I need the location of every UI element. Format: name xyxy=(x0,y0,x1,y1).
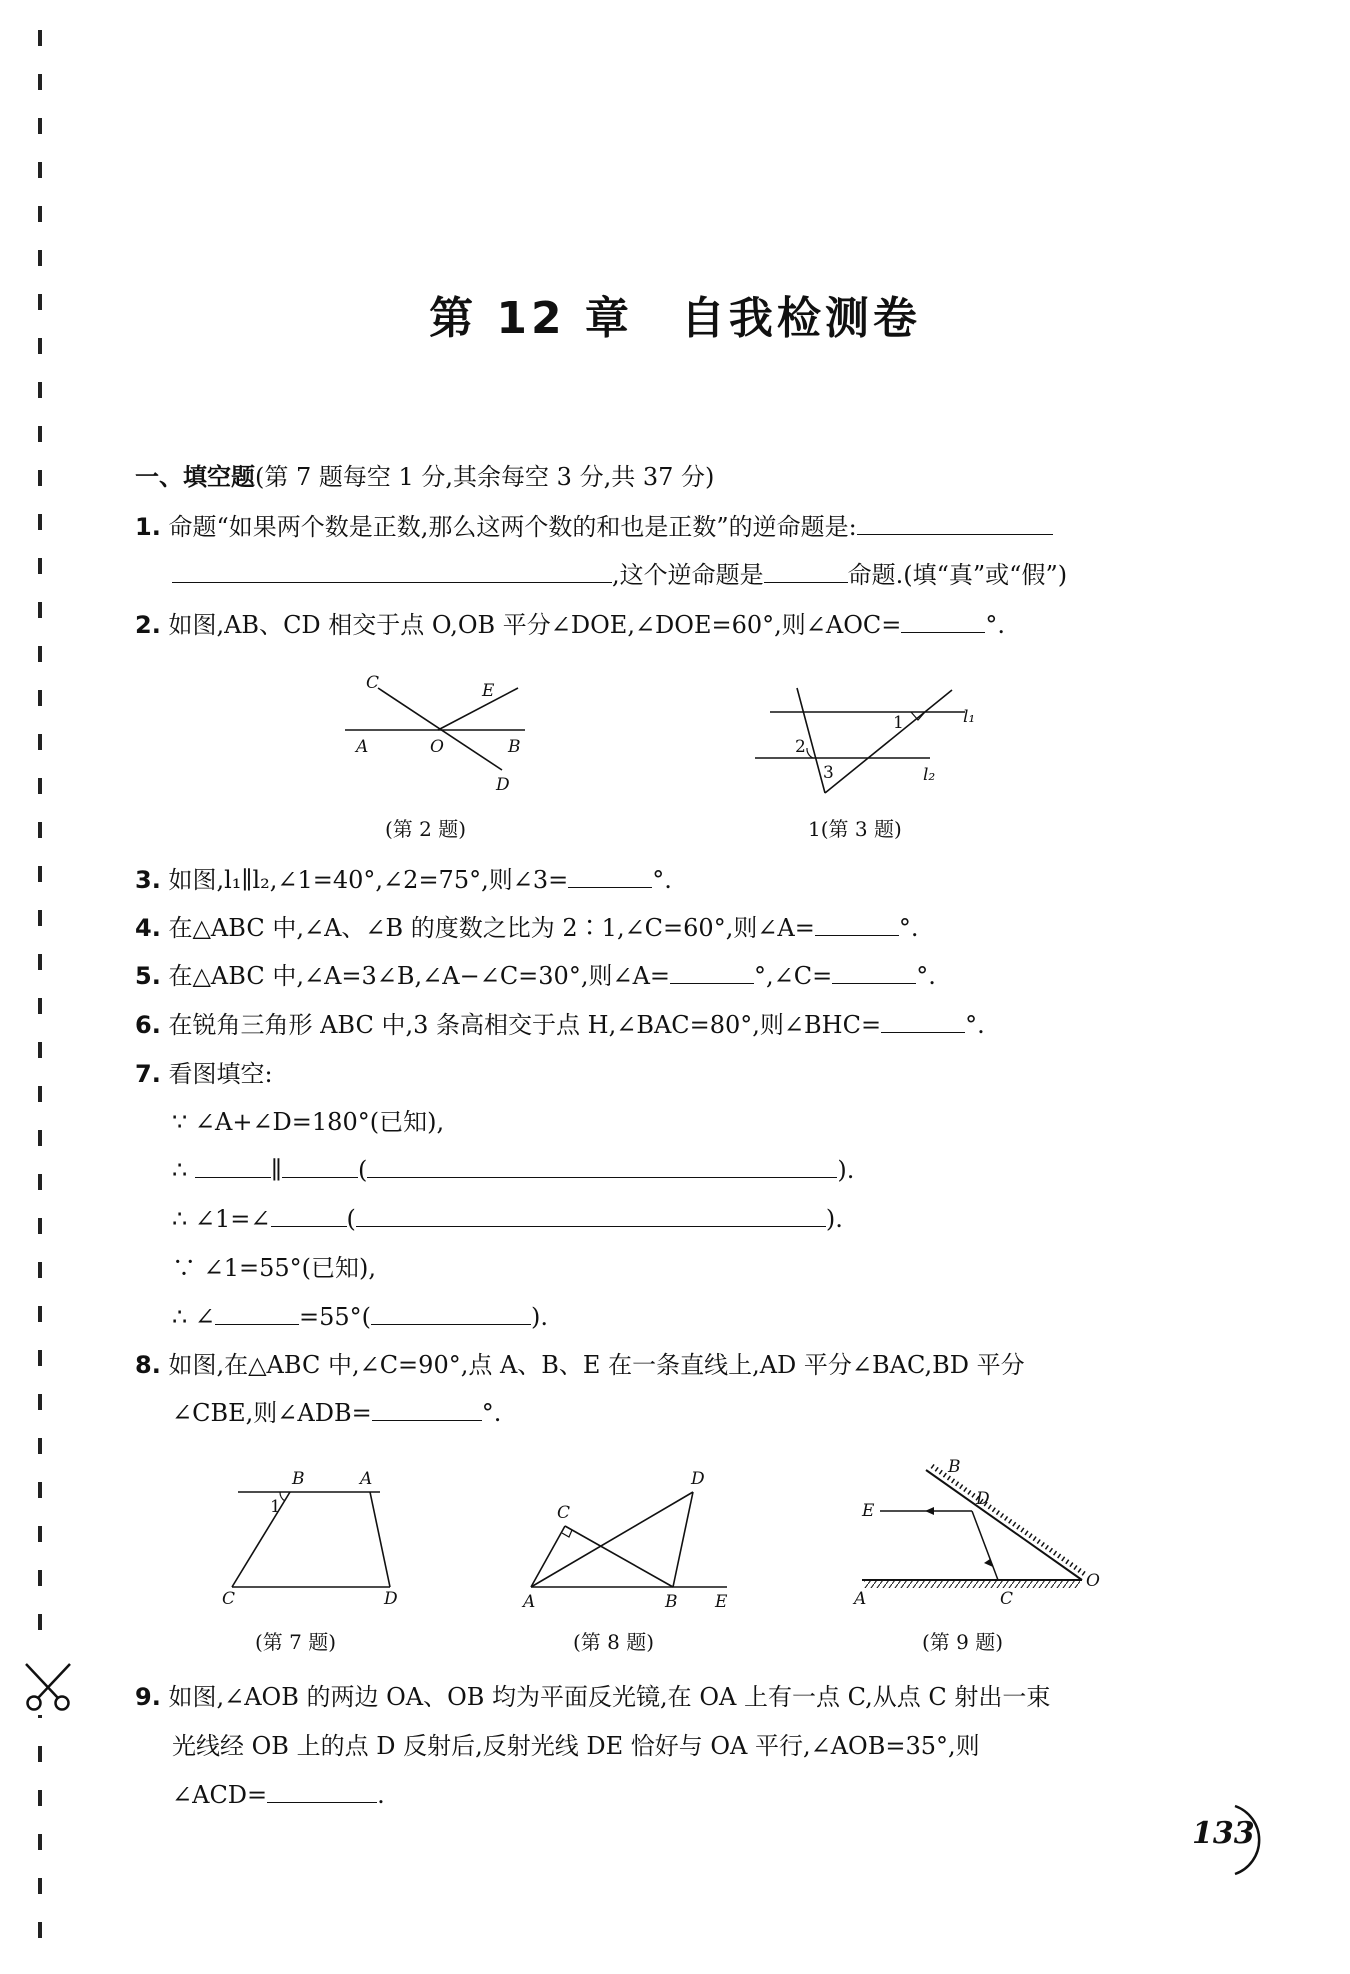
fig8-label-b: B xyxy=(665,1592,678,1612)
answer-blank[interactable] xyxy=(764,560,848,583)
answer-blank[interactable] xyxy=(881,1010,965,1033)
paren: ). xyxy=(531,1303,549,1331)
question-8-line-2 xyxy=(172,1398,501,1428)
question-7-step-3 xyxy=(172,1204,843,1234)
question-4 xyxy=(135,913,919,943)
question-4-text: 在△ABC 中,∠A、∠B 的度数之比为 2∶1,∠C=60°,则∠A= xyxy=(168,914,815,942)
fig2-label-c: C xyxy=(366,673,380,693)
fig3-label-l1: l₁ xyxy=(963,707,976,727)
fig2-label-d: D xyxy=(496,775,510,795)
question-1-text: 命题“如果两个数是正数,那么这两个数的和也是正数”的逆命题是: xyxy=(168,513,857,541)
figure-2-caption: (第 2 题) xyxy=(385,817,467,841)
question-number: 6. xyxy=(135,1011,161,1039)
fig3-label-2: 2 xyxy=(795,737,806,757)
answer-blank[interactable] xyxy=(832,961,916,984)
section-label: 一、填空题 xyxy=(135,463,255,491)
figure-2 xyxy=(330,660,550,800)
question-1-text: 命题.(填“真”或“假”) xyxy=(847,561,1068,589)
question-1-line-1 xyxy=(135,512,1053,542)
question-6 xyxy=(135,1010,985,1040)
answer-blank[interactable] xyxy=(372,1398,482,1421)
question-number: 1. xyxy=(135,513,161,541)
fig9-label-a: A xyxy=(854,1589,867,1609)
fig2-label-a: A xyxy=(356,737,369,757)
fig2-label-o: O xyxy=(430,737,444,757)
answer-blank[interactable] xyxy=(568,865,652,888)
question-7-step-1: ∵ ∠A+∠D=180°(已知), xyxy=(172,1108,445,1136)
fig9-label-d: D xyxy=(976,1489,990,1509)
question-9-line-3 xyxy=(172,1780,385,1810)
fig9-label-b: B xyxy=(948,1457,961,1477)
fig7-label-a: A xyxy=(360,1469,373,1489)
question-9-line-1 xyxy=(135,1682,1050,1712)
question-9-line-2 xyxy=(172,1731,980,1761)
paren: ). xyxy=(825,1205,843,1233)
answer-blank[interactable] xyxy=(271,1204,347,1227)
figure-8 xyxy=(515,1462,745,1612)
question-9-tail: . xyxy=(377,1781,385,1809)
question-5-tail: °. xyxy=(916,962,936,990)
question-8-text: 如图,在△ABC 中,∠C=90°,点 A、B、E 在一条直线上,AD 平分∠BAC,BD 平分 xyxy=(168,1351,1025,1379)
paren: ). xyxy=(837,1156,855,1184)
figure-9 xyxy=(850,1448,1110,1618)
question-number: 2. xyxy=(135,611,161,639)
fig9-label-o: O xyxy=(1086,1571,1100,1591)
figure-3 xyxy=(745,680,985,800)
question-3 xyxy=(135,865,672,895)
answer-blank[interactable] xyxy=(172,560,612,583)
question-7-step-2 xyxy=(172,1155,854,1185)
fig7-label-c: C xyxy=(222,1589,236,1609)
answer-blank[interactable] xyxy=(215,1302,299,1325)
question-number: 3. xyxy=(135,866,161,894)
fig8-label-d: D xyxy=(691,1469,705,1489)
question-number: 7. xyxy=(135,1060,161,1088)
question-7-text: ∴ ∠ xyxy=(172,1303,216,1331)
answer-blank[interactable] xyxy=(367,1155,837,1178)
fig3-label-1: 1 xyxy=(893,713,904,733)
question-1-line-2 xyxy=(172,560,1067,590)
answer-blank[interactable] xyxy=(815,913,899,936)
figure-7 xyxy=(210,1462,410,1612)
therefore-sign: ∴ xyxy=(172,1156,188,1184)
question-2-tail: °. xyxy=(985,611,1005,639)
fig8-label-e: E xyxy=(715,1592,728,1612)
question-6-tail: °. xyxy=(965,1011,985,1039)
question-7-step-4: ∵ ∠1=55°(已知), xyxy=(172,1254,377,1282)
fig9-label-e: E xyxy=(862,1501,875,1521)
fig8-label-a: A xyxy=(523,1592,536,1612)
question-8-line-1 xyxy=(135,1350,1025,1380)
question-7-text: =55°( xyxy=(299,1303,372,1331)
fig7-label-1: 1 xyxy=(270,1497,281,1517)
question-4-tail: °. xyxy=(898,914,919,942)
fig2-label-e: E xyxy=(482,681,495,701)
fig3-label-3: 3 xyxy=(823,763,834,783)
figure-3-caption: 1(第 3 题) xyxy=(808,817,902,841)
question-3-text: 如图,l₁∥l₂,∠1=40°,∠2=75°,则∠3= xyxy=(168,866,569,894)
answer-blank[interactable] xyxy=(282,1155,358,1178)
question-number: 5. xyxy=(135,962,161,990)
question-9-text: 如图,∠AOB 的两边 OA、OB 均为平面反光镜,在 OA 上有一点 C,从点 C 射出一束 xyxy=(168,1683,1051,1711)
page-number: 133 xyxy=(1192,1816,1255,1851)
answer-blank[interactable] xyxy=(901,610,985,633)
figure-9-caption: (第 9 题) xyxy=(922,1630,1004,1654)
fig2-label-b: B xyxy=(508,737,521,757)
fig7-label-d: D xyxy=(384,1589,398,1609)
answer-blank[interactable] xyxy=(371,1302,531,1325)
question-1-text: ,这个逆命题是 xyxy=(612,561,764,589)
fig9-label-c: C xyxy=(1000,1589,1014,1609)
question-8-tail: °. xyxy=(481,1399,502,1427)
answer-blank[interactable] xyxy=(195,1155,271,1178)
question-7 xyxy=(135,1059,273,1089)
question-6-text: 在锐角三角形 ABC 中,3 条高相交于点 H,∠BAC=80°,则∠BHC= xyxy=(168,1011,882,1039)
question-7-step-5 xyxy=(172,1302,548,1332)
question-5-text: 在△ABC 中,∠A=3∠B,∠A−∠C=30°,则∠A= xyxy=(168,962,671,990)
question-9-text: ∠ACD= xyxy=(172,1781,268,1809)
answer-blank[interactable] xyxy=(356,1204,826,1227)
question-7-text: ∴ ∠1=∠ xyxy=(172,1205,271,1233)
fig8-label-c: C xyxy=(557,1503,571,1523)
question-2 xyxy=(135,610,1005,640)
fig3-label-l2: l₂ xyxy=(923,765,936,785)
question-number: 9. xyxy=(135,1683,161,1711)
fig7-label-b: B xyxy=(292,1469,305,1489)
question-7-text: 看图填空: xyxy=(168,1060,273,1088)
figure-7-caption: (第 7 题) xyxy=(255,1630,337,1654)
scissors-icon xyxy=(18,1662,78,1712)
question-9-text: 光线经 OB 上的点 D 反射后,反射光线 DE 恰好与 OA 平行,∠AOB=35°,则 xyxy=(172,1732,980,1760)
answer-blank[interactable] xyxy=(857,512,1053,535)
paren: ( xyxy=(346,1205,356,1233)
question-5-text: °,∠C= xyxy=(754,962,833,990)
section-note: (第 7 题每空 1 分,其余每空 3 分,共 37 分) xyxy=(255,463,715,491)
question-2-text: 如图,AB、CD 相交于点 O,OB 平分∠DOE,∠DOE=60°,则∠AOC= xyxy=(168,611,902,639)
paren: ( xyxy=(358,1156,368,1184)
answer-blank[interactable] xyxy=(670,961,754,984)
question-number: 4. xyxy=(135,914,161,942)
figure-8-caption: (第 8 题) xyxy=(573,1630,655,1654)
question-number: 8. xyxy=(135,1351,161,1379)
question-5 xyxy=(135,961,936,991)
page-title: 第 12 章 自我检测卷 xyxy=(429,293,921,344)
question-8-text: ∠CBE,则∠ADB= xyxy=(172,1399,372,1427)
parallel-sign: ∥ xyxy=(270,1156,283,1184)
answer-blank[interactable] xyxy=(267,1780,377,1803)
question-3-tail: °. xyxy=(652,866,672,894)
section-heading xyxy=(135,462,714,492)
